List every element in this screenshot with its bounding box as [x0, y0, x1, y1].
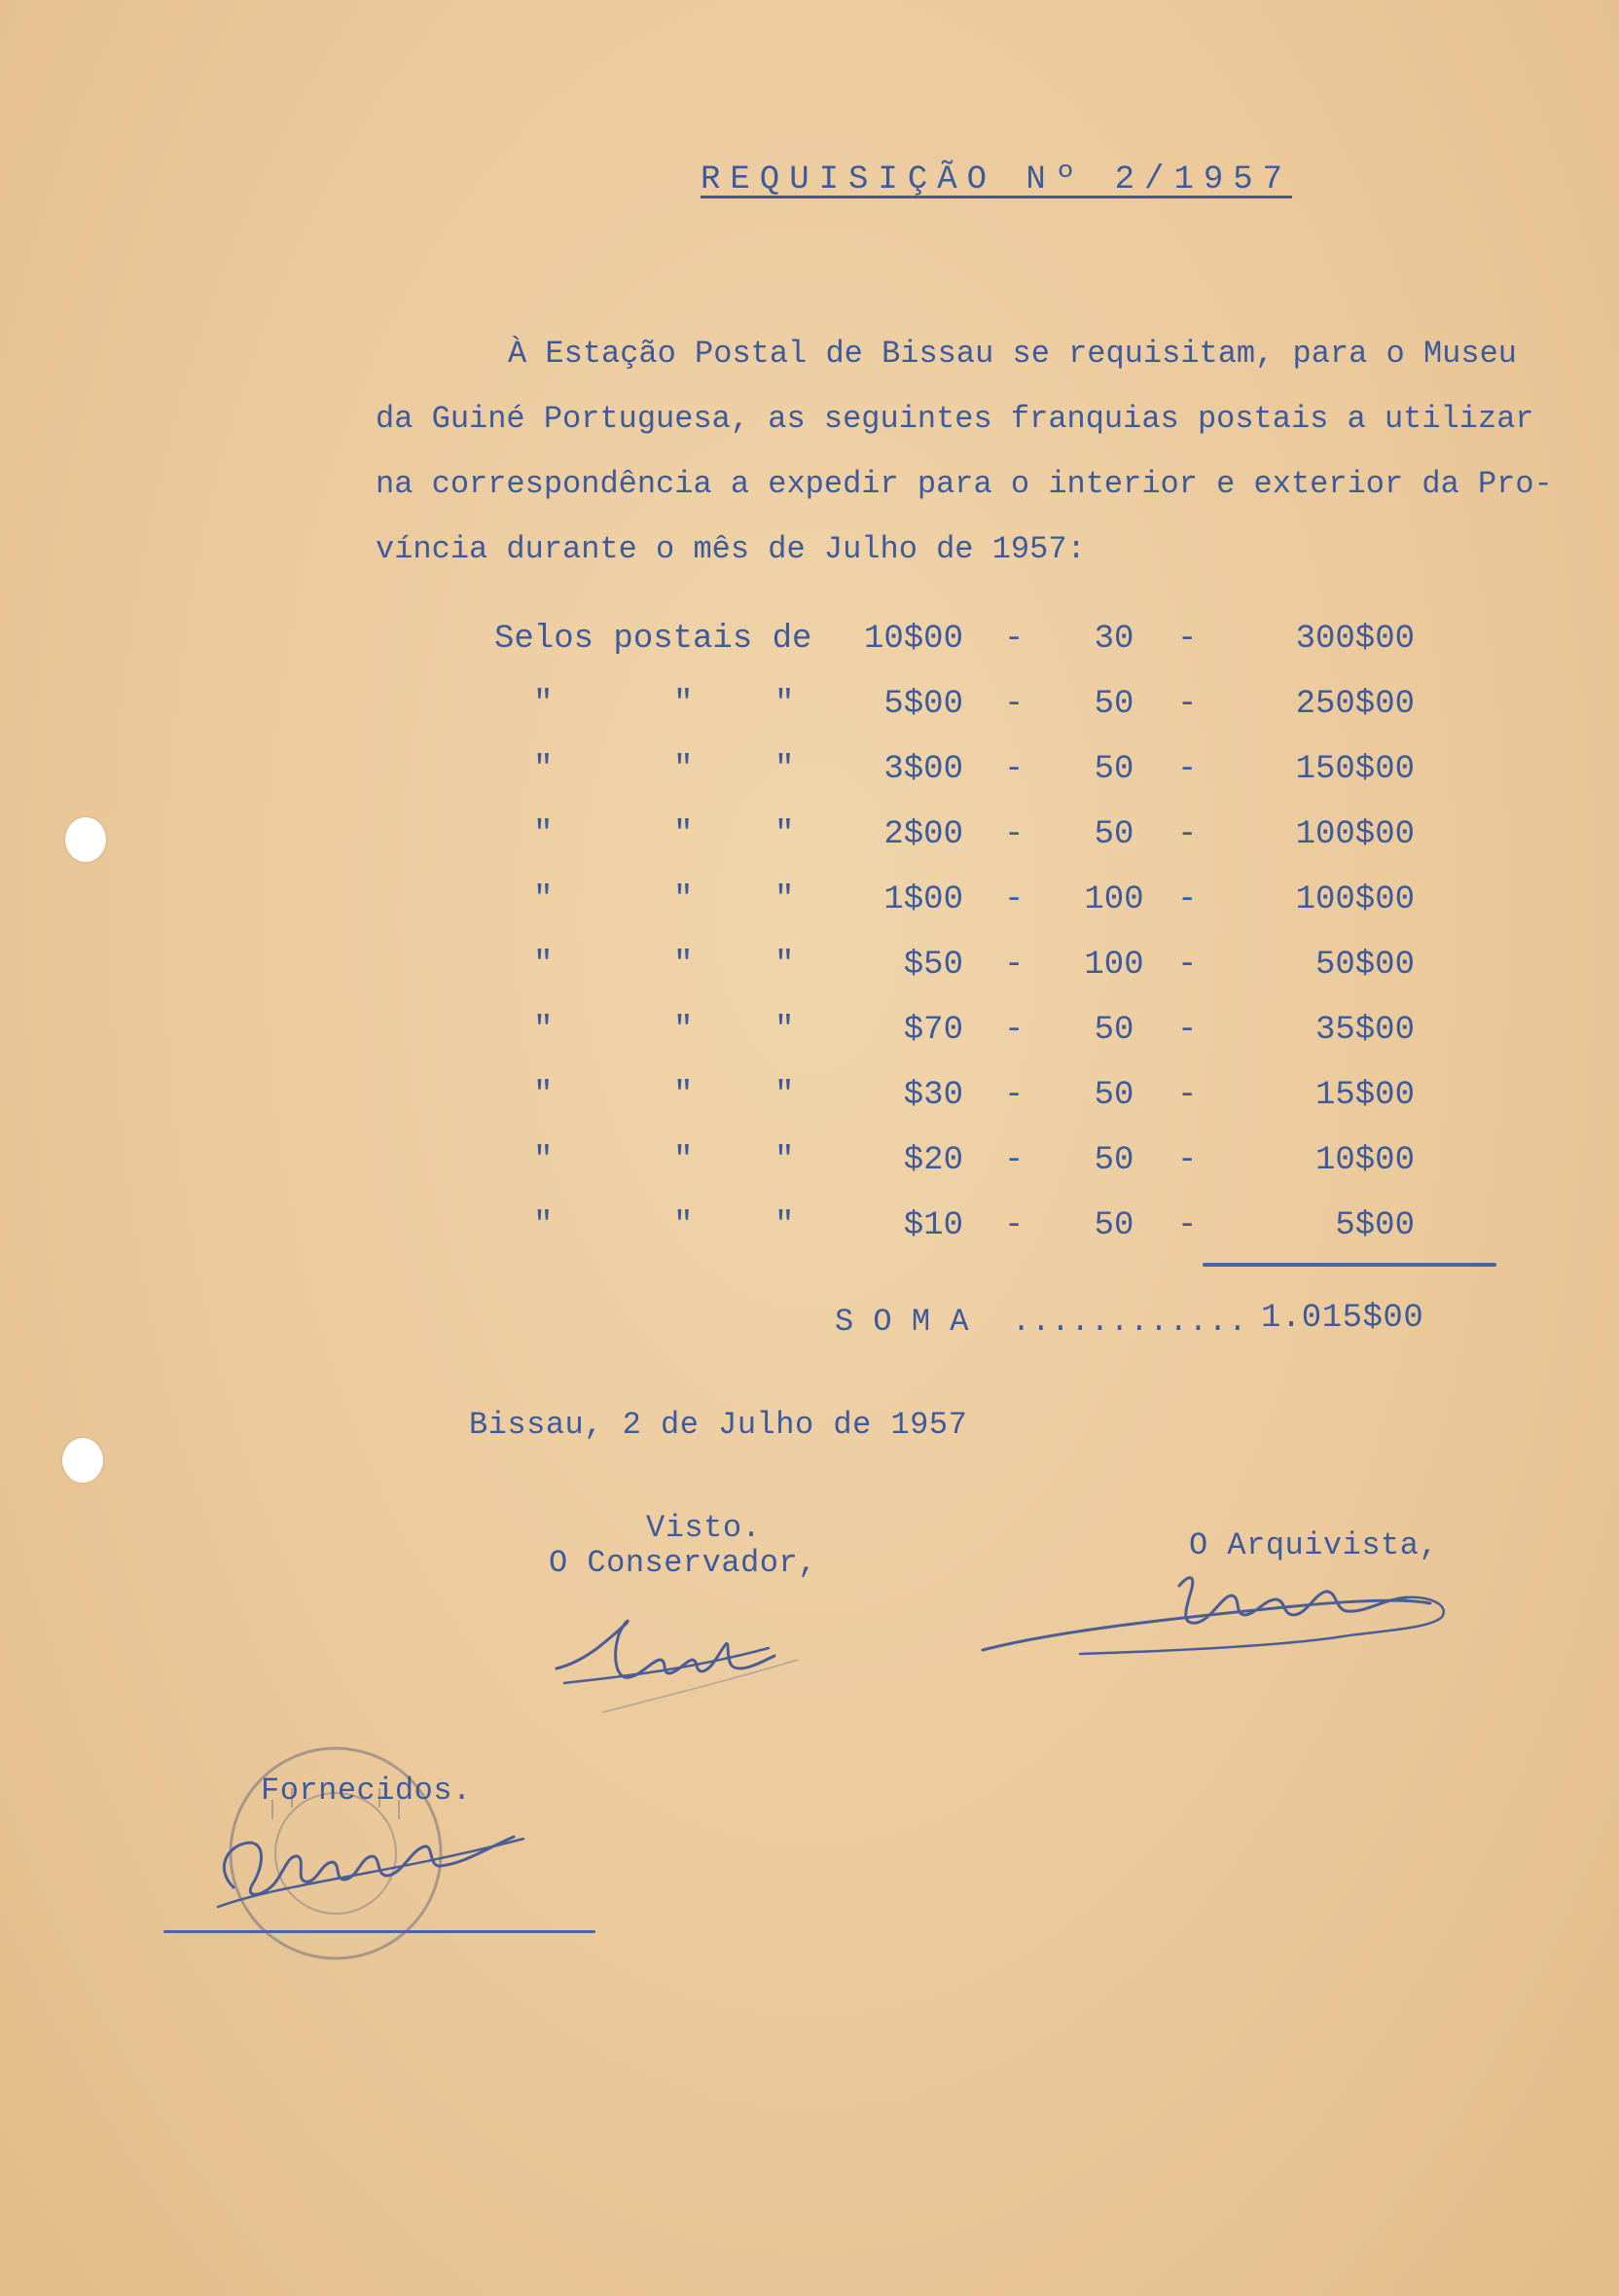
- stamp-row: [0, 1077, 1619, 1120]
- paragraph-line: À Estação Postal de Bissau se requisitam, para o Museu: [508, 336, 1517, 372]
- ditto-mark: ": [533, 1142, 554, 1179]
- row-total: 100$00: [1295, 881, 1415, 918]
- ditto-mark: ": [774, 1142, 795, 1179]
- dash-separator: -: [1004, 751, 1025, 788]
- ditto-mark: ": [774, 1207, 795, 1244]
- ditto-mark: ": [533, 1207, 554, 1244]
- dash-separator: -: [1004, 1012, 1025, 1049]
- stamp-value: $10: [903, 1207, 963, 1244]
- dash-separator: -: [1177, 621, 1198, 658]
- stamp-row: [0, 1012, 1619, 1055]
- sum-label: S O M A: [835, 1304, 969, 1340]
- ditto-mark: ": [533, 686, 554, 723]
- dash-separator: -: [1177, 1207, 1198, 1244]
- ditto-mark: ": [774, 1012, 795, 1049]
- ditto-mark: ": [673, 751, 694, 788]
- row-label: Selos postais de: [494, 621, 812, 658]
- paragraph-line: na correspondência a expedir para o interior e exterior da Pro-: [376, 466, 1553, 502]
- fornecidos-signature: [195, 1790, 545, 1926]
- stamp-row: [0, 751, 1619, 794]
- ditto-mark: ": [533, 751, 554, 788]
- stamp-row: [0, 686, 1619, 729]
- document-title: REQUISIÇÃO Nº 2/1957: [701, 161, 1293, 198]
- stamp-quantity: 30: [1094, 621, 1134, 658]
- request-paragraph: [376, 321, 1611, 582]
- stamp-value: 1$00: [883, 881, 963, 918]
- dash-separator: -: [1004, 1142, 1025, 1179]
- visto-text: Visto.: [646, 1510, 762, 1546]
- stamp-row: [0, 1142, 1619, 1185]
- dash-separator: -: [1177, 751, 1198, 788]
- stamp-value: $70: [903, 1012, 963, 1049]
- row-total: 15$00: [1314, 1077, 1415, 1114]
- stamp-quantity: 100: [1084, 947, 1144, 984]
- stamp-value: 10$00: [863, 621, 963, 658]
- dash-separator: -: [1177, 1077, 1198, 1114]
- dash-separator: -: [1004, 816, 1025, 853]
- paragraph-line: víncia durante o mês de Julho de 1957:: [376, 531, 1086, 567]
- row-total: 150$00: [1295, 751, 1415, 788]
- ditto-mark: ": [673, 1142, 694, 1179]
- row-total: 300$00: [1295, 621, 1415, 658]
- stamp-value: $20: [903, 1142, 963, 1179]
- stamp-quantity: 50: [1094, 1077, 1134, 1114]
- stamp-row: [0, 881, 1619, 924]
- ditto-mark: ": [774, 1077, 795, 1114]
- ditto-mark: ": [533, 1012, 554, 1049]
- stamp-row: [0, 816, 1619, 859]
- dash-separator: -: [1177, 1142, 1198, 1179]
- ditto-mark: ": [673, 1077, 694, 1114]
- stamp-quantity: 50: [1094, 1142, 1134, 1179]
- paragraph-line: da Guiné Portuguesa, as seguintes franquias postais a utilizar: [376, 401, 1534, 437]
- fornecidos-rule: [163, 1930, 595, 1933]
- ditto-mark: ": [673, 1207, 694, 1244]
- dash-separator: -: [1177, 816, 1198, 853]
- dash-separator: -: [1004, 1077, 1025, 1114]
- stamp-row: [0, 621, 1619, 664]
- dash-separator: -: [1004, 881, 1025, 918]
- ditto-mark: ": [774, 947, 795, 984]
- arquivista-signature: [973, 1557, 1479, 1693]
- ditto-mark: ": [673, 816, 694, 853]
- sum-total: 1.015$00: [1261, 1300, 1424, 1337]
- row-total: 250$00: [1295, 686, 1415, 723]
- dash-separator: -: [1004, 947, 1025, 984]
- ditto-mark: ": [533, 1077, 554, 1114]
- conservador-signature: [545, 1576, 837, 1722]
- ditto-mark: ": [774, 751, 795, 788]
- ditto-mark: ": [533, 947, 554, 984]
- ditto-mark: ": [774, 881, 795, 918]
- stamp-quantity: 50: [1094, 1012, 1134, 1049]
- row-total: 100$00: [1295, 816, 1415, 853]
- dash-separator: -: [1177, 881, 1198, 918]
- arquivista-text: O Arquivista,: [1189, 1527, 1439, 1563]
- ditto-mark: ": [533, 881, 554, 918]
- stamp-quantity: 50: [1094, 686, 1134, 723]
- ditto-mark: ": [673, 686, 694, 723]
- punch-hole-bottom: [62, 1438, 103, 1483]
- fornecidos-text: Fornecidos.: [261, 1773, 472, 1809]
- stamp-value: 2$00: [883, 816, 963, 853]
- dash-separator: -: [1177, 947, 1198, 984]
- sum-rule: [1203, 1263, 1496, 1267]
- place-date: Bissau, 2 de Julho de 1957: [469, 1407, 968, 1443]
- stamp-quantity: 50: [1094, 1207, 1134, 1244]
- ditto-mark: ": [533, 816, 554, 853]
- sum-leader: ............: [1012, 1304, 1248, 1340]
- row-total: 35$00: [1314, 1012, 1415, 1049]
- stamp-quantity: 50: [1094, 751, 1134, 788]
- stamp-value: 5$00: [883, 686, 963, 723]
- row-total: 5$00: [1335, 1207, 1415, 1244]
- dash-separator: -: [1004, 621, 1025, 658]
- row-total: 10$00: [1314, 1142, 1415, 1179]
- ditto-mark: ": [673, 881, 694, 918]
- row-total: 50$00: [1314, 947, 1415, 984]
- stamp-value: $50: [903, 947, 963, 984]
- ditto-mark: ": [774, 686, 795, 723]
- ditto-mark: ": [673, 1012, 694, 1049]
- stamp-value: $30: [903, 1077, 963, 1114]
- ditto-mark: ": [673, 947, 694, 984]
- stamp-quantity: 50: [1094, 816, 1134, 853]
- stamp-value: 3$00: [883, 751, 963, 788]
- conservador-text: O Conservador,: [549, 1545, 817, 1581]
- stamp-row: [0, 1207, 1619, 1250]
- dash-separator: -: [1177, 686, 1198, 723]
- dash-separator: -: [1004, 686, 1025, 723]
- ditto-mark: ": [774, 816, 795, 853]
- dash-separator: -: [1004, 1207, 1025, 1244]
- stamp-row: [0, 947, 1619, 989]
- stamp-quantity: 100: [1084, 881, 1144, 918]
- dash-separator: -: [1177, 1012, 1198, 1049]
